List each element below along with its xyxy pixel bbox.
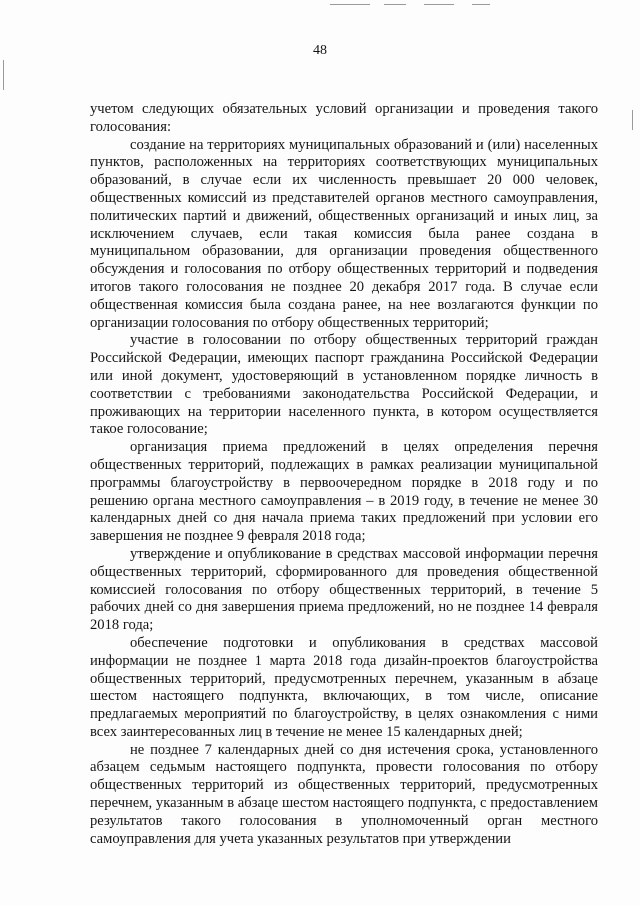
paragraph: обеспечение подготовки и опубликования в средствах массовой информации не позднее 1 марта 2018 года дизайн-проектов благоустройства общественных территорий, предусмотренных перечнем, указанным в абзаце шестом настоящего подпункта, включающих, в том числе, описание предлагаемых мероприятий по благоустройству, в целях ознакомления с ними всех заинтересованных лиц в течение не менее 15 календарных дней; (90, 634, 598, 740)
paragraph: участие в голосовании по отбору общественных территорий граждан Российской Федерации, имеющих паспорт гражданина Российской Федерации или иной документ, удостоверяющий в установленном порядке личность в соответствии с требованиями законодательства Российской Федерации, и проживающих на территории населенного пункта, в котором осуществляется такое голосование; (90, 332, 598, 438)
scan-mark-top (330, 4, 370, 5)
paragraph: учетом следующих обязательных условий организации и проведения такого голосования: (90, 101, 598, 135)
paragraph: создание на территориях муниципальных образований и (или) населенных пунктов, расположенных на территориях соответствующих муниципальных образований, в случае если их численность превышает 20 000 человек, общественных комиссий из представителей органов местного самоуправления, политических партий и движений, общественных организаций и иных лиц, за исключением случаев, если такая комиссия была ранее создана в муниципальном образовании, для организации проведения общественного обсуждения и голосования по отбору общественных территорий и подведения итогов такого голосования не позднее 20 декабря 2017 года. В случае если общественная комиссия была создана ранее, на нее возлагаются функции по организации голосования по отбору общественных территорий; (90, 136, 598, 331)
paragraph: утверждение и опубликование в средствах массовой информации перечня общественных территорий, сформированного для проведения общественной комиссией голосования по отбору общественных территорий, в течение 5 рабочих дней со дня завершения приема предложений, но не позднее 14 февраля 2018 года; (90, 545, 598, 634)
page-number: 48 (313, 43, 327, 58)
scan-mark-top (424, 4, 454, 5)
scan-mark-left (3, 60, 4, 90)
scan-mark-top (472, 4, 490, 5)
paragraph: организация приема предложений в целях определения перечня общественных территорий, подлежащих в рамках реализации муниципальной программы благоустройству в первоочередном порядке в 2018 году и по решению органа местного самоуправления – в 2019 году, в течение не менее 30 календарных дней со дня начала приема таких предложений при условии его завершения не позднее 9 февраля 2018 года; (90, 439, 598, 545)
body-text (90, 101, 598, 848)
scan-mark-right (632, 110, 633, 130)
scan-mark-top (384, 4, 406, 5)
paragraph: не позднее 7 календарных дней со дня истечения срока, установленного абзацем седьмым настоящего подпункта, провести голосования по отбору общественных территорий из общественных территорий, предусмотренных перечнем, указанным в абзаце шестом настоящего подпункта, с предоставлением результатов такого голосования в уполномоченный орган местного самоуправления для учета указанных результатов при утверждении (90, 741, 598, 847)
